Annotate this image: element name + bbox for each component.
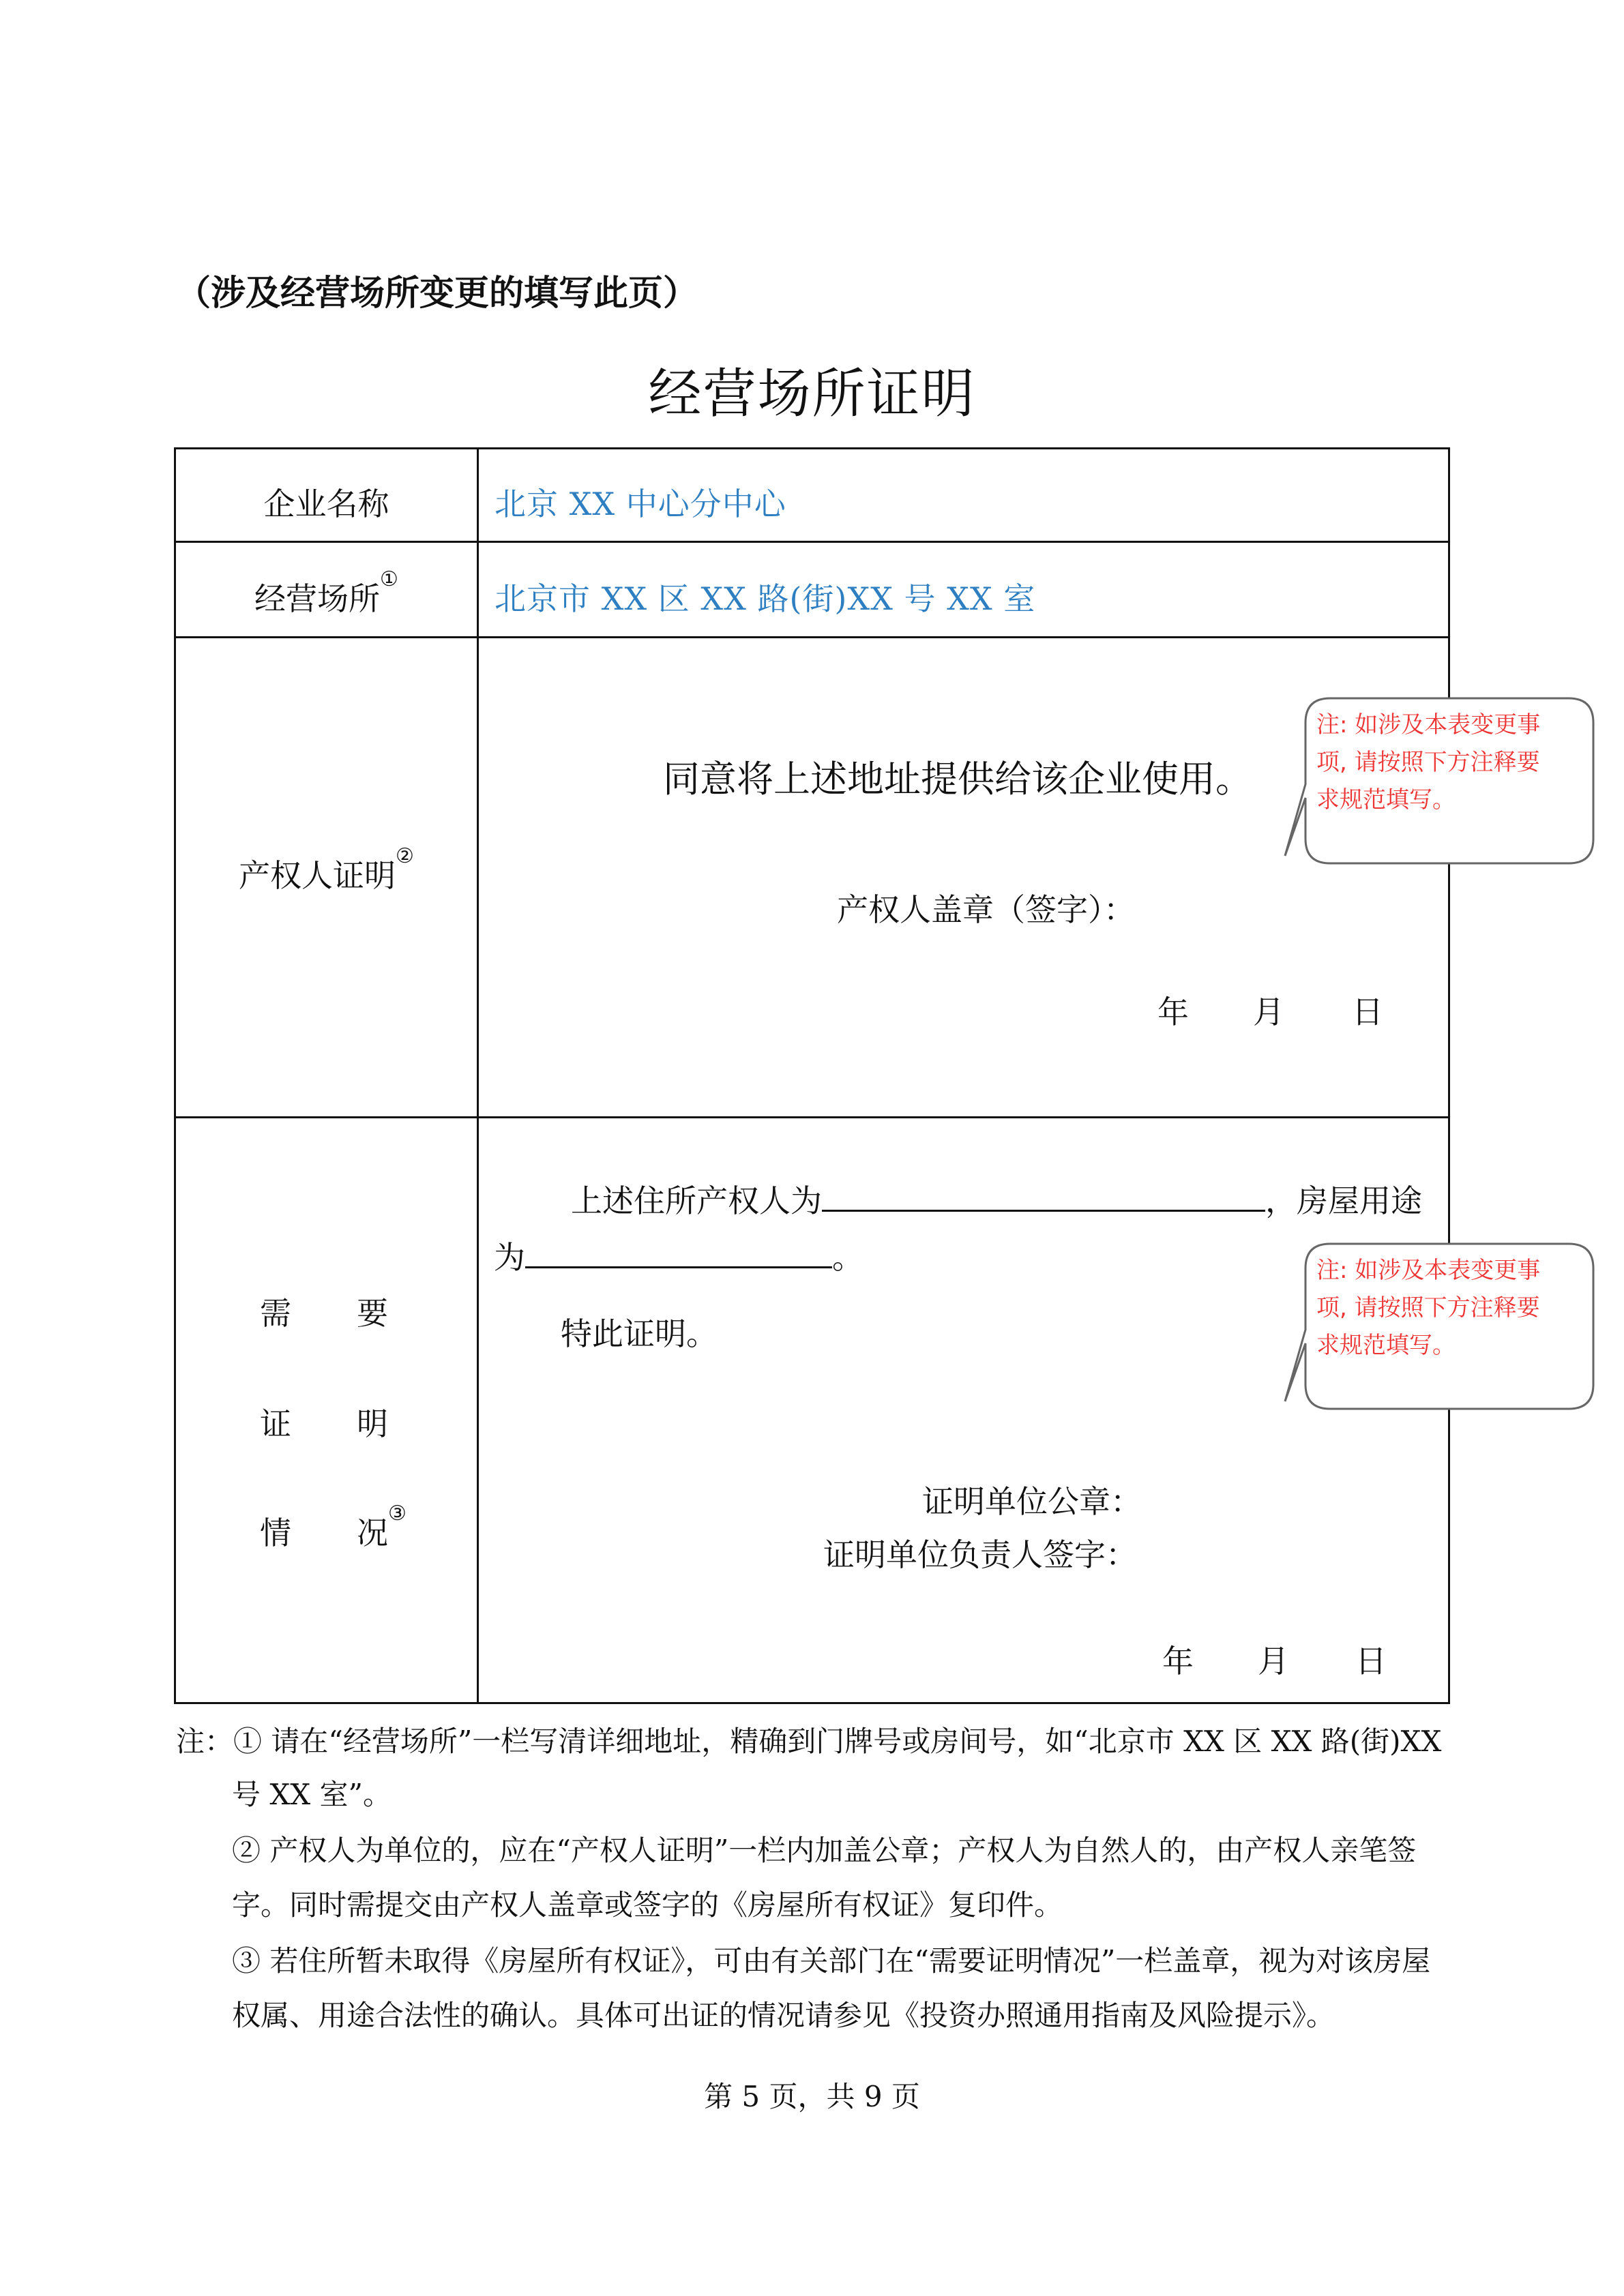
- business-place-label: 经营场所①: [254, 567, 398, 617]
- note-mark-2: ②: [396, 844, 414, 868]
- row-company-name: [175, 449, 1449, 542]
- owner-name-blank[interactable]: [822, 1180, 1265, 1212]
- note-mark-1: ①: [380, 567, 398, 591]
- note-3-line-2: 权属、用途合法性的确认。具体可出证的情况请参见《投资办照通用指南及风险提示》。: [232, 1999, 1335, 2032]
- note-1-line-2: 号 XX 室”。: [232, 1778, 392, 1811]
- need-label-3b: 况③: [357, 1502, 407, 1551]
- row-owner-proof: [175, 638, 1449, 1118]
- need-label-1a: 需: [260, 1295, 291, 1332]
- need-proof-label-cell: [175, 1118, 478, 1703]
- business-place-value-cell[interactable]: [478, 542, 1449, 638]
- owner-proof-label-cell: [175, 638, 478, 1118]
- page-title: 经营场所证明: [648, 363, 976, 425]
- unit-seal-label: 证明单位公章：: [922, 1483, 1142, 1520]
- owner-statement: 同意将上述地址提供给该企业使用。: [663, 758, 1252, 801]
- row-business-place: [175, 542, 1449, 638]
- company-name-label-cell: [175, 449, 478, 542]
- owner-date-month: 月: [1253, 994, 1284, 1030]
- house-use-blank[interactable]: [525, 1236, 832, 1268]
- need-date-year: 年: [1162, 1643, 1194, 1680]
- company-name-value: 北京 XX 中心分中心: [494, 486, 786, 522]
- owner-name-line: 上述住所产权人为 ，房屋用途: [571, 1176, 1422, 1221]
- row-need-proof: [175, 1118, 1449, 1703]
- company-name-label: 企业名称: [263, 486, 389, 522]
- unit-signer-label: 证明单位负责人签字：: [823, 1536, 1137, 1573]
- need-label-2a: 证: [260, 1405, 291, 1442]
- business-place-label-cell: [175, 542, 478, 638]
- note-2-line-1: ② 产权人为单位的，应在“产权人证明”一栏内加盖公章；产权人为自然人的，由产权人亲笔签: [232, 1834, 1417, 1867]
- need-label-2b: 明: [357, 1405, 388, 1442]
- company-name-value-cell[interactable]: [478, 449, 1449, 542]
- owner-date-day: 日: [1352, 994, 1383, 1030]
- note-1-line-1: 注：① 请在“经营场所”一栏写清详细地址，精确到门牌号或房间号，如“北京市 XX 区 XX 路(街)XX: [176, 1725, 1442, 1758]
- owner-seal-label: 产权人盖章（签字）：: [837, 891, 1135, 928]
- owner-date-year: 年: [1157, 994, 1189, 1030]
- need-label-3a: 情: [260, 1515, 291, 1551]
- business-place-value: 北京市 XX 区 XX 路(街)XX 号 XX 室: [494, 580, 1036, 617]
- callout-text-2: 注: 如涉及本表变更事 项, 请按照下方注释要 求规范填写。: [1316, 1257, 1541, 1359]
- page-subtitle: （涉及经营场所变更的填写此页）: [176, 273, 698, 314]
- certify-text: 特此证明。: [561, 1315, 718, 1352]
- callout-note-2: [1282, 1241, 1596, 1415]
- note-3-line-1: ③ 若住所暂未取得《房屋所有权证》，可由有关部门在“需要证明情况”一栏盖章，视为对该房屋: [232, 1944, 1431, 1978]
- note-2-line-2: 字。同时需提交由产权人盖章或签字的《房屋所有权证》复印件。: [232, 1888, 1063, 1922]
- note-mark-3: ③: [388, 1502, 407, 1525]
- need-date-day: 日: [1355, 1643, 1387, 1680]
- need-label-1b: 要: [357, 1295, 388, 1332]
- house-use-line: 为 。: [494, 1233, 863, 1278]
- need-date-month: 月: [1258, 1643, 1289, 1680]
- page-number: 第 5 页，共 9 页: [704, 2080, 920, 2113]
- callout-note-1: [1282, 696, 1596, 869]
- callout-text-1: 注: 如涉及本表变更事 项, 请按照下方注释要 求规范填写。: [1316, 711, 1541, 814]
- owner-proof-label: 产权人证明②: [239, 844, 414, 894]
- certificate-form-table: [174, 447, 1450, 1704]
